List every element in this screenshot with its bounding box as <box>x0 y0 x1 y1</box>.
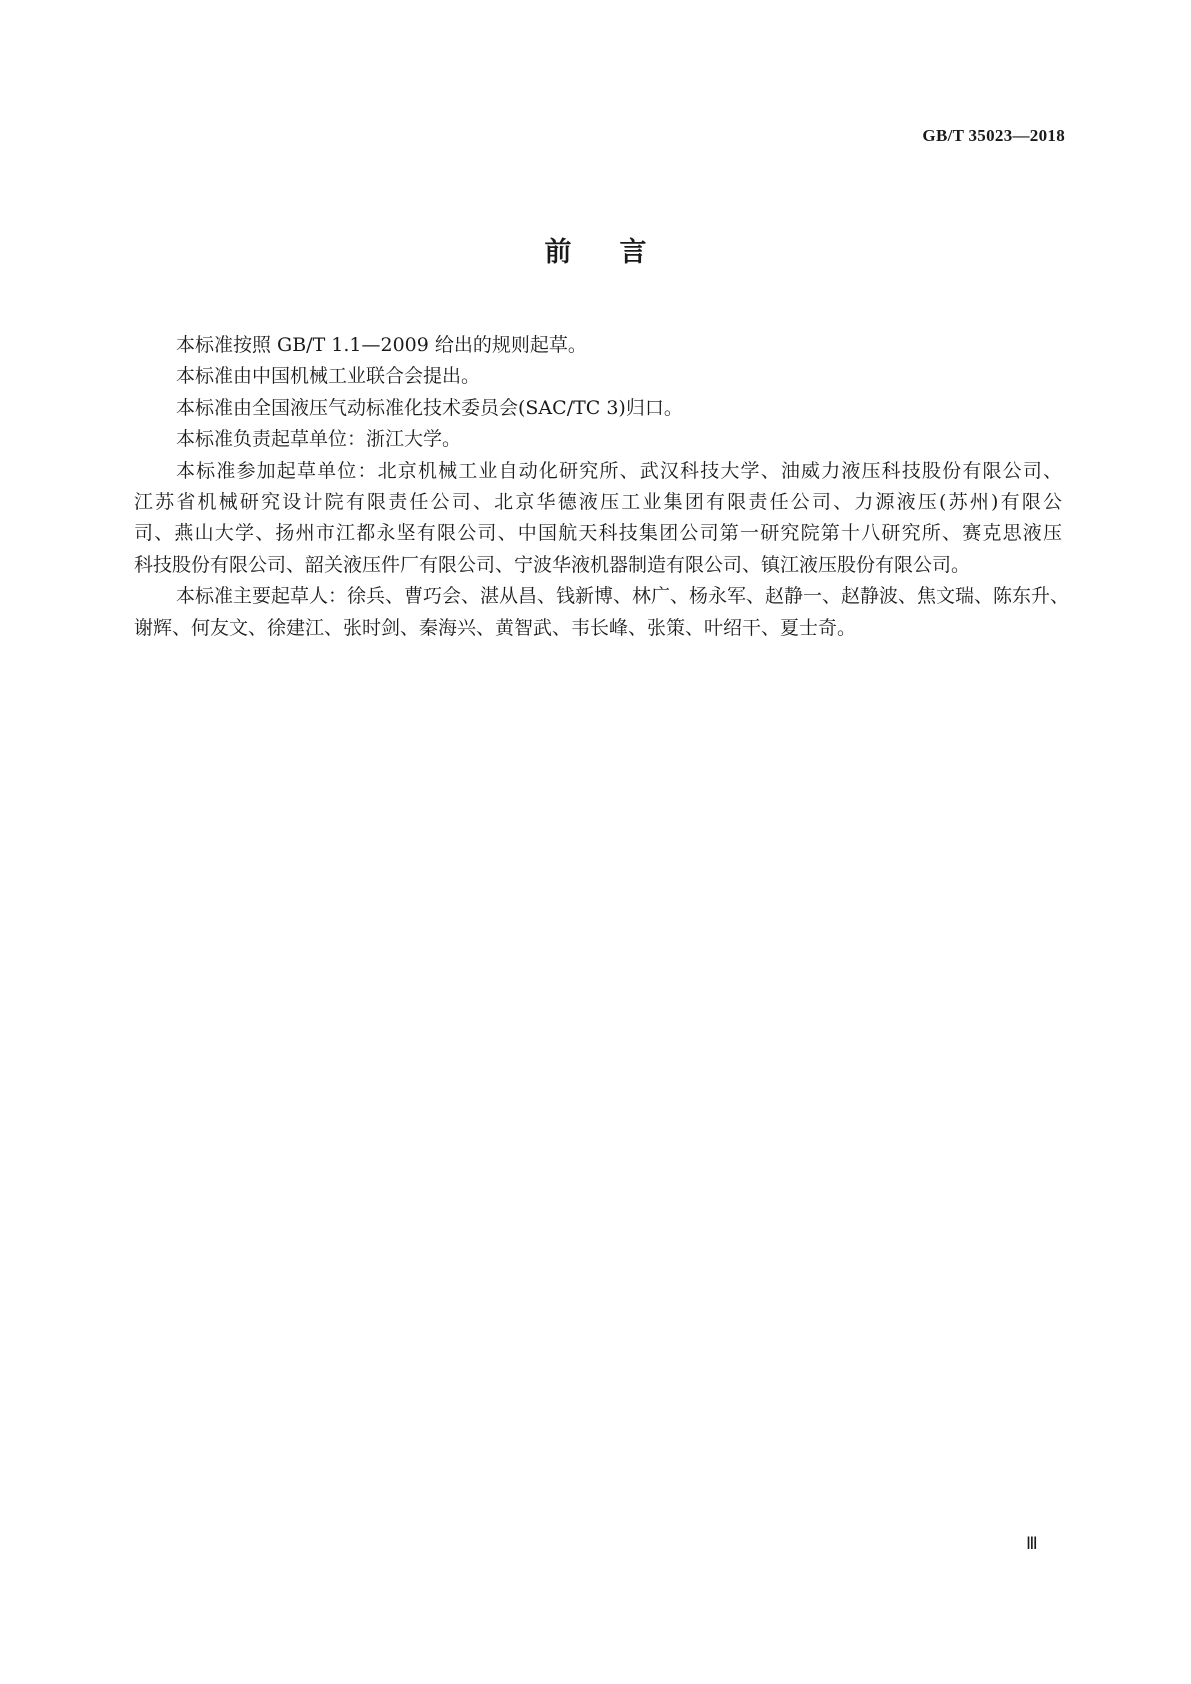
paragraph-line: 本标准按照 GB/T 1.1—2009 给出的规则起草。 <box>176 334 587 356</box>
paragraph-line: 谢辉、何友文、徐建江、张时剑、秦海兴、黄智武、韦长峰、张策、叶绍干、夏士奇。 <box>134 616 857 639</box>
page-number: Ⅲ <box>1026 1534 1038 1553</box>
paragraph-line: 本标准由中国机械工业联合会提出。 <box>176 365 481 388</box>
paragraph-line: 江苏省机械研究设计院有限责任公司、北京华德液压工业集团有限责任公司、力源液压(苏州)有限公 <box>134 490 1062 513</box>
title-char: 前 <box>544 237 572 268</box>
paragraph-line: 科技股份有限公司、韶关液压件厂有限公司、宁波华液机器制造有限公司、镇江液压股份有限公司。 <box>134 553 971 576</box>
page-title <box>0 230 1191 269</box>
paragraph-line: 本标准主要起草人：徐兵、曹巧会、湛从昌、钱新博、林广、杨永军、赵静一、赵静波、焦文瑞、陈东升、 <box>176 585 1070 608</box>
paragraph-line: 本标准负责起草单位：浙江大学。 <box>176 428 462 451</box>
standard-number-header: GB/T 35023—2018 <box>922 126 1065 145</box>
foreword-body <box>134 330 1070 644</box>
paragraph-line: 本标准由全国液压气动标准化技术委员会(SAC/TC 3)归口。 <box>176 396 683 419</box>
paragraph-line: 本标准参加起草单位：北京机械工业自动化研究所、武汉科技大学、油威力液压科技股份有限公司、 <box>176 459 1062 482</box>
paragraph-line: 司、燕山大学、扬州市江都永坚有限公司、中国航天科技集团公司第一研究院第十八研究所、赛克思液压 <box>134 522 1062 545</box>
title-char: 言 <box>619 237 647 268</box>
